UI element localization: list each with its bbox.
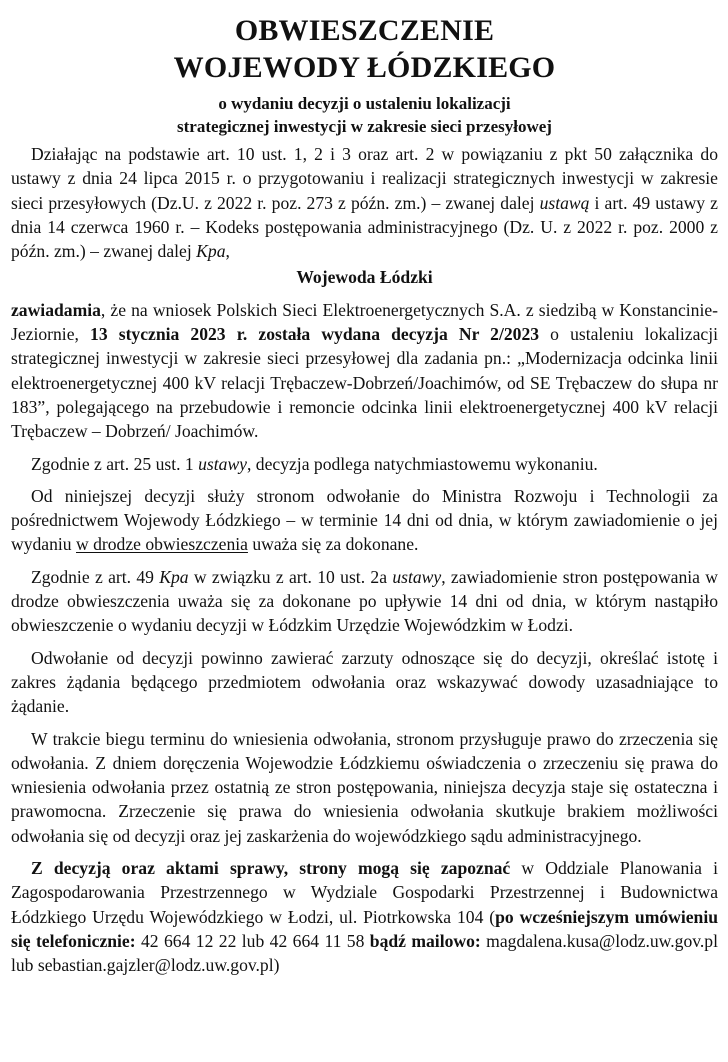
notice-text: , że na wniosek Polskich Sieci Elektroenergetycznych S.A. z siedzibą w Konstancinie-Jeziornie,: [11, 299, 718, 345]
kpa-term: Kpa: [159, 566, 189, 587]
intro-term-kpa: Kpa: [196, 241, 226, 262]
intro-paragraph: [11, 142, 718, 263]
title-line-1: OBWIESZCZENIE: [234, 14, 495, 47]
email-addresses: magdalena.kusa@lodz.uw.gov.pl lub sebastian.gajzler@lodz.uw.gov.pl): [11, 930, 718, 976]
email-label: bądź mailowo:: [369, 930, 481, 951]
title-line-2: WOJEWODY ŁÓDZKIEGO: [173, 51, 556, 84]
phone-numbers: 42 664 12 22 lub 42 664 11 58: [135, 930, 370, 951]
decision-date-number: 13 stycznia 2023 r. została wydana decyzja Nr 2/2023: [90, 324, 540, 345]
waiver-paragraph: W trakcie biegu terminu do wniesienia odwołania, stronom przysługuje prawo do zrzeczenia się odwołania. Z dniem doręczenia Wojewodzie Łódzkiemu oświadczenia o zrzeczeniu się prawa do wniesienia odwołania przez ostatnią ze stron postępowania, niniejsza decyzja staje się ostateczna i prawomocna. Zrzeczenie się prawa do wniesienia odwołania skutkuje brakiem możliwości odwołania się od decyzji oraz jej zaskarżenia do wojewódzkiego sądu administracyjnego.: [11, 728, 718, 846]
document-title: [11, 12, 718, 86]
phone-appointment-label: po wcześniejszym umówieniu się telefonicznie:: [11, 906, 719, 951]
notice-paragraph: [11, 298, 718, 444]
notice-keyword: zawiadamia: [11, 299, 101, 320]
access-lead: Z decyzją oraz aktami sprawy, strony mogą się zapoznać: [31, 858, 511, 879]
document-subtitle: [11, 92, 718, 138]
kpa-text-3: , zawiadomienie stron postępowania w drodze obwieszczenia uważa się za dokonane po upływie 14 dni od dnia, w którym nastąpiło obwieszczenie o wydaniu decyzji w Łódzkim Urzędzie Wojewódzkim w Łodzi.: [11, 566, 718, 636]
appeal-paragraph: [11, 484, 718, 557]
intro-term-ustawa: ustawą: [539, 192, 590, 213]
intro-text: Działając na podstawie art. 10 ust. 1, 2 i 3 oraz art. 2 w powiązaniu z pkt 50 załącznika do ustawy z dnia 24 lipca 2015 r. o przygotowaniu i realizacji strategicznych inwestycji w zakresie sieci przesyłowych (Dz.U. z 2022 r. poz. 273 z późn. zm.) – zwanej dalej: [11, 144, 718, 213]
execution-text: Zgodnie z art. 25 ust. 1: [31, 453, 199, 474]
intro-text-3: ,: [225, 241, 230, 262]
kpa-paragraph: [11, 565, 718, 638]
appeal-text: Od niniejszej decyzji służy stronom odwołanie do Ministra Rozwoju i Technologii za pośrednictwem Wojewody Łódzkiego – w terminie 14 dni od dnia, w którym zawiadomienie o jej wydaniu: [11, 485, 718, 555]
kpa-term-ustawy: ustawy: [392, 566, 442, 587]
kpa-text: Zgodnie z art. 49: [31, 566, 160, 587]
intro-text-2: i art. 49 ustawy z dnia 14 czerwca 1960 r. – Kodeks postępowania administracyjnego (Dz. U. z 2022 r. poz. 2000 z późn. zm.) – zwanej dalej: [11, 192, 718, 262]
subtitle-line-1: o wydaniu decyzji o ustaleniu lokalizacji: [218, 94, 511, 113]
appeal-content-paragraph: Odwołanie od decyzji powinno zawierać zarzuty odnoszące się do decyzji, określać istotę i zakres żądania będącego przedmiotem odwołania oraz wskazywać dowody uzasadniające to żądanie.: [11, 647, 718, 717]
access-paragraph: [11, 856, 718, 977]
kpa-text-2: w związku z art. 10 ust. 2a: [188, 566, 393, 587]
execution-paragraph: [11, 452, 718, 476]
notice-text-2: o ustaleniu lokalizacji strategicznej inwestycji w zakresie sieci przesyłowej dla zadania pn.: „Modernizacja odcinka linii elektroenergetycznej 400 kV relacji Trębaczew-Dobrzeń/Joachimów, od SE Trębaczew do słupa nr 183”, polegającego na przebudowie i remoncie odcinka linii elektroenergetycznej 400 kV relacji Trębaczew – Dobrzeń/ Joachimów.: [11, 324, 718, 442]
appeal-underlined: w drodze obwieszczenia: [76, 534, 248, 555]
execution-text-2: , decyzja podlega natychmiastowemu wykonaniu.: [246, 453, 598, 474]
subtitle-line-2: strategicznej inwestycji w zakresie sieci przesyłowej: [177, 117, 552, 136]
authority-heading: Wojewoda Łódzki: [296, 267, 433, 288]
execution-term: ustawy: [198, 453, 247, 474]
access-text: w Oddziale Planowania i Zagospodarowania Przestrzennego w Wydziale Gospodarki Przestrzennej i Budownictwa Łódzkiego Urzędu Wojewódzkiego w Łodzi, ul. Piotrkowska 104 (: [11, 858, 718, 927]
appeal-text-2: uważa się za dokonane.: [247, 534, 419, 555]
